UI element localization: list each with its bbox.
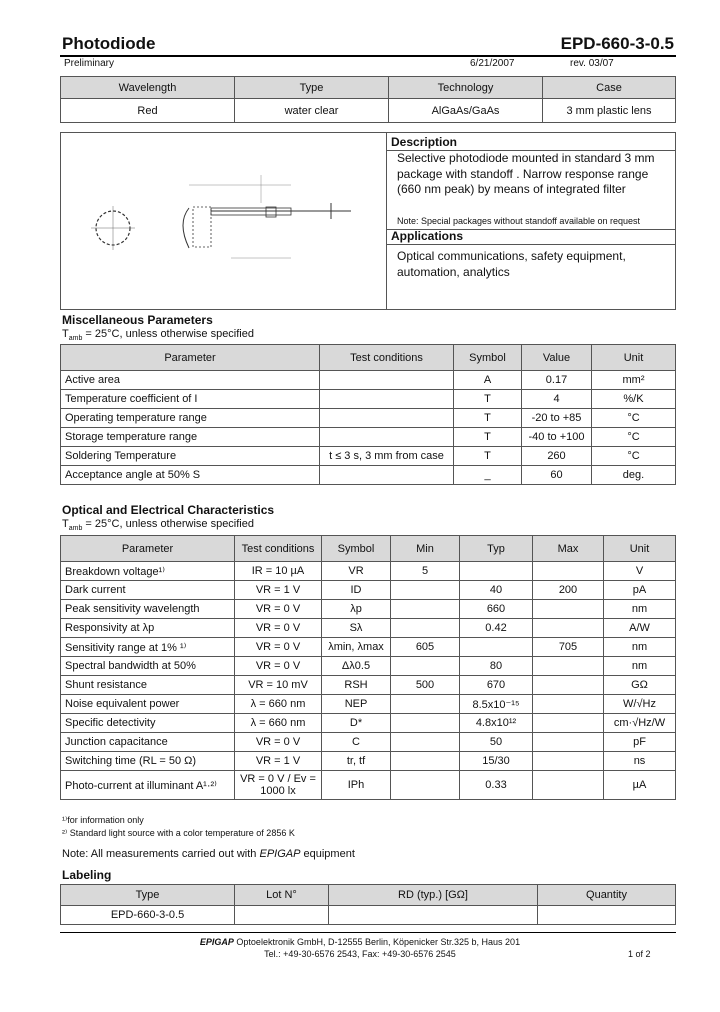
- optical-cell: 705: [533, 638, 604, 657]
- misc-heading: Miscellaneous Parameters: [62, 313, 213, 327]
- description-note: Note: Special packages without standoff available on request: [397, 216, 640, 226]
- misc-cell: deg.: [592, 466, 676, 485]
- footnote-1: ¹⁾for information only: [62, 815, 144, 825]
- optical-row: [61, 562, 676, 581]
- optical-row: [61, 676, 676, 695]
- misc-cell: A: [454, 371, 522, 390]
- optical-cell: 0.42: [460, 619, 533, 638]
- optical-cell: ID: [322, 581, 391, 600]
- optical-cell: [391, 581, 460, 600]
- misc-cell: T: [454, 447, 522, 466]
- optical-cell: 50: [460, 733, 533, 752]
- optical-cell: [391, 771, 460, 800]
- optical-row: [61, 619, 676, 638]
- optical-cell: 605: [391, 638, 460, 657]
- optical-cell: V: [604, 562, 676, 581]
- optical-cell: VR = 1 V: [235, 752, 322, 771]
- optical-cell: Responsivity at λp: [61, 619, 235, 638]
- optical-cell: cm·√Hz/W: [604, 714, 676, 733]
- summary-cell: water clear: [235, 99, 389, 123]
- package-drawing: [81, 163, 371, 273]
- optical-cell: 660: [460, 600, 533, 619]
- summary-cell: AlGaAs/GaAs: [389, 99, 543, 123]
- optical-cell: Δλ0.5: [322, 657, 391, 676]
- misc-cell: Soldering Temperature: [61, 447, 320, 466]
- labeling-header: Quantity: [538, 885, 676, 906]
- footer-address: EPIGAP Optoelektronik GmbH, D-12555 Berlin, Köpenicker Str.325 b, Haus 201: [199, 937, 521, 947]
- optical-cell: VR = 0 V: [235, 619, 322, 638]
- optical-cell: Junction capacitance: [61, 733, 235, 752]
- optical-cell: Breakdown voltage¹⁾: [61, 562, 235, 581]
- misc-cell: Acceptance angle at 50% S: [61, 466, 320, 485]
- optical-cell: [533, 619, 604, 638]
- misc-cell: °C: [592, 409, 676, 428]
- misc-cell: T: [454, 409, 522, 428]
- optical-row: [61, 771, 676, 800]
- misc-conditions: $T_{amb} = 25^\circ C$, unless otherwise specified: [62, 328, 254, 343]
- labeling-cell: [329, 906, 538, 925]
- optical-cell: [391, 714, 460, 733]
- optical-cell: nm: [604, 600, 676, 619]
- optical-cell: Sensitivity range at 1% ¹⁾: [61, 638, 235, 657]
- misc-cell: [320, 466, 454, 485]
- footnote-2: ²⁾ Standard light source with a color temperature of 2856 K: [62, 828, 295, 838]
- misc-cell: 60: [522, 466, 592, 485]
- optical-cell: Peak sensitivity wavelength: [61, 600, 235, 619]
- summary-header: Wavelength: [61, 77, 235, 99]
- misc-header: Value: [522, 345, 592, 371]
- optical-cell: 80: [460, 657, 533, 676]
- labeling-cell: [235, 906, 329, 925]
- description-text: Selective photodiode mounted in standard 3 mm package with standoff . Narrow response range (660 nm peak) by means of integrated filter: [397, 151, 655, 196]
- optical-cell: λ = 660 nm: [235, 695, 322, 714]
- labeling-header: Lot N°: [235, 885, 329, 906]
- labeling-table: [60, 884, 676, 925]
- optical-cell: VR = 0 V: [235, 733, 322, 752]
- optical-cell: RSH: [322, 676, 391, 695]
- optical-cell: λ = 660 nm: [235, 714, 322, 733]
- optical-cell: [533, 562, 604, 581]
- misc-cell: [320, 409, 454, 428]
- optical-heading: Optical and Electrical Characteristics: [62, 503, 275, 517]
- optical-cell: nm: [604, 657, 676, 676]
- header-rule: [60, 55, 676, 57]
- optical-cell: VR = 10 mV: [235, 676, 322, 695]
- optical-cell: NEP: [322, 695, 391, 714]
- optical-header: Typ: [460, 536, 533, 562]
- summary-header: Case: [543, 77, 676, 99]
- misc-row: [61, 409, 676, 428]
- labeling-cell: EPD-660-3-0.5: [61, 906, 235, 925]
- optical-cell: pF: [604, 733, 676, 752]
- info-box: [60, 132, 676, 310]
- optical-cell: 15/30: [460, 752, 533, 771]
- labeling-header: RD (typ.) [GΩ]: [329, 885, 538, 906]
- optical-row: [61, 638, 676, 657]
- description-heading: Description: [391, 135, 458, 149]
- misc-cell: Active area: [61, 371, 320, 390]
- misc-row: [61, 390, 676, 409]
- revision-label: rev. 03/07: [570, 58, 614, 69]
- date-label: 6/21/2007: [470, 58, 515, 69]
- optical-cell: µA: [604, 771, 676, 800]
- optical-cell: [533, 676, 604, 695]
- optical-cell: ns: [604, 752, 676, 771]
- optical-header: Symbol: [322, 536, 391, 562]
- optical-cell: IR = 10 µA: [235, 562, 322, 581]
- optical-cell: nm: [604, 638, 676, 657]
- misc-cell: [320, 371, 454, 390]
- optical-conditions: $T_{amb} = 25^\circ C$, unless otherwise specified: [62, 518, 254, 533]
- optical-cell: 200: [533, 581, 604, 600]
- optical-cell: pA: [604, 581, 676, 600]
- optical-cell: VR = 0 V: [235, 657, 322, 676]
- labeling-header: Type: [61, 885, 235, 906]
- optical-cell: 0.33: [460, 771, 533, 800]
- optical-cell: Switching time (RL = 50 Ω): [61, 752, 235, 771]
- optical-cell: [460, 638, 533, 657]
- optical-header: Min: [391, 536, 460, 562]
- optical-row: [61, 695, 676, 714]
- optical-cell: [460, 562, 533, 581]
- optical-cell: 500: [391, 676, 460, 695]
- misc-cell: 260: [522, 447, 592, 466]
- optical-row: [61, 752, 676, 771]
- optical-cell: [533, 695, 604, 714]
- optical-cell: [391, 695, 460, 714]
- optical-cell: VR = 1 V: [235, 581, 322, 600]
- optical-row: [61, 733, 676, 752]
- misc-cell: [320, 428, 454, 447]
- misc-row: [61, 371, 676, 390]
- optical-cell: 40: [460, 581, 533, 600]
- page-title: Photodiode: [62, 34, 156, 53]
- optical-cell: [533, 600, 604, 619]
- optical-cell: [533, 657, 604, 676]
- misc-cell: °C: [592, 447, 676, 466]
- optical-cell: VR = 0 V: [235, 600, 322, 619]
- summary-cell: 3 mm plastic lens: [543, 99, 676, 123]
- optical-cell: Photo-current at illuminant A¹·²⁾: [61, 771, 235, 800]
- summary-cell: Red: [61, 99, 235, 123]
- optical-cell: [533, 771, 604, 800]
- misc-cell: mm²: [592, 371, 676, 390]
- misc-cell: T: [454, 428, 522, 447]
- misc-cell: 0.17: [522, 371, 592, 390]
- optical-cell: [533, 714, 604, 733]
- applications-text: Optical communications, safety equipment, automation, analytics: [397, 249, 626, 279]
- page-number: 1 of 2: [628, 949, 651, 959]
- optical-cell: A/W: [604, 619, 676, 638]
- optical-cell: [391, 657, 460, 676]
- misc-row: [61, 447, 676, 466]
- optical-cell: VR = 0 V / Ev = 1000 lx: [235, 771, 322, 800]
- labeling-heading: Labeling: [62, 868, 112, 882]
- misc-cell: t ≤ 3 s, 3 mm from case: [320, 447, 454, 466]
- optical-cell: VR: [322, 562, 391, 581]
- misc-cell: Operating temperature range: [61, 409, 320, 428]
- optical-cell: [391, 733, 460, 752]
- optical-cell: VR = 0 V: [235, 638, 322, 657]
- optical-row: [61, 657, 676, 676]
- optical-cell: λp: [322, 600, 391, 619]
- misc-cell: [320, 390, 454, 409]
- summary-header: Technology: [389, 77, 543, 99]
- misc-cell: Storage temperature range: [61, 428, 320, 447]
- optical-row: [61, 581, 676, 600]
- optical-cell: IPh: [322, 771, 391, 800]
- optical-cell: Dark current: [61, 581, 235, 600]
- part-number: EPD-660-3-0.5: [560, 34, 674, 53]
- misc-row: [61, 466, 676, 485]
- status-label: Preliminary: [64, 58, 115, 69]
- optical-cell: 670: [460, 676, 533, 695]
- measurement-note: Note: All measurements carried out with EPIGAP equipment: [62, 848, 355, 860]
- optical-cell: [533, 752, 604, 771]
- optical-cell: tr, tf: [322, 752, 391, 771]
- optical-cell: 4.8x10¹²: [460, 714, 533, 733]
- optical-cell: GΩ: [604, 676, 676, 695]
- footer-rule: [60, 932, 676, 933]
- optical-row: [61, 600, 676, 619]
- optical-header: Parameter: [61, 536, 235, 562]
- misc-cell: 4: [522, 390, 592, 409]
- optical-header: Unit: [604, 536, 676, 562]
- optical-cell: [533, 733, 604, 752]
- optical-cell: 5: [391, 562, 460, 581]
- optical-row: [61, 714, 676, 733]
- optical-cell: [391, 619, 460, 638]
- optical-cell: 8.5x10⁻¹⁵: [460, 695, 533, 714]
- misc-header: Test conditions: [320, 345, 454, 371]
- optical-table: [60, 535, 676, 800]
- summary-table: [60, 76, 676, 123]
- optical-cell: [391, 752, 460, 771]
- optical-cell: Shunt resistance: [61, 676, 235, 695]
- optical-cell: Noise equivalent power: [61, 695, 235, 714]
- misc-cell: °C: [592, 428, 676, 447]
- optical-cell: λmin, λmax: [322, 638, 391, 657]
- optical-cell: W/√Hz: [604, 695, 676, 714]
- applications-heading: Applications: [391, 229, 464, 243]
- misc-cell: Temperature coefficient of I: [61, 390, 320, 409]
- optical-cell: Spectral bandwidth at 50%: [61, 657, 235, 676]
- misc-cell: T: [454, 390, 522, 409]
- misc-row: [61, 428, 676, 447]
- misc-cell: -40 to +100: [522, 428, 592, 447]
- optical-header: Max: [533, 536, 604, 562]
- misc-header: Symbol: [454, 345, 522, 371]
- misc-cell: %/K: [592, 390, 676, 409]
- optical-cell: [391, 600, 460, 619]
- summary-header: Type: [235, 77, 389, 99]
- misc-cell: _: [454, 466, 522, 485]
- misc-header: Unit: [592, 345, 676, 371]
- labeling-cell: [538, 906, 676, 925]
- optical-cell: Sλ: [322, 619, 391, 638]
- misc-header: Parameter: [61, 345, 320, 371]
- optical-cell: C: [322, 733, 391, 752]
- misc-table: [60, 344, 676, 485]
- misc-cell: -20 to +85: [522, 409, 592, 428]
- optical-header: Test conditions: [235, 536, 322, 562]
- optical-cell: Specific detectivity: [61, 714, 235, 733]
- footer-contact: Tel.: +49-30-6576 2543, Fax: +49-30-6576 2545: [264, 949, 456, 959]
- optical-cell: D*: [322, 714, 391, 733]
